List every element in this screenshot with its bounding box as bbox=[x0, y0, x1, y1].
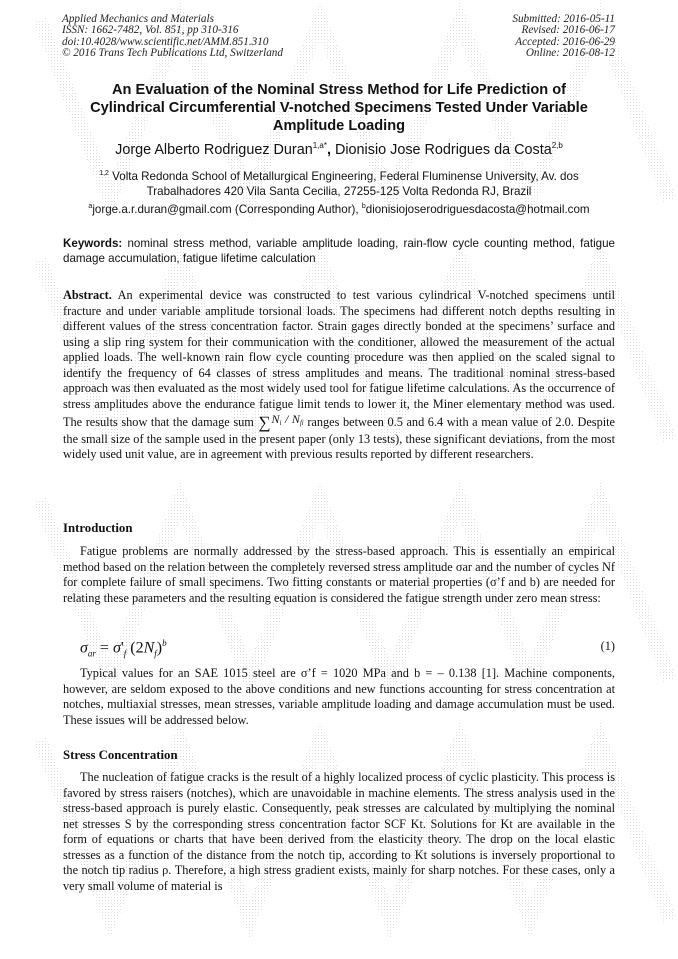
title-line: Amplitude Loading bbox=[272, 118, 406, 134]
affiliation-superscript: 1,2 bbox=[99, 170, 109, 177]
eq-sub: ar bbox=[87, 648, 96, 659]
abstract-text: ranges between 0.5 and 6.4 with a mean value of 2.0. Despite the small size of the sample used in the present paper (only 13 tests), these significant deviations, from the most widely used unit value, are in agreement with previous results reported by different researchers. bbox=[63, 415, 616, 462]
affiliation bbox=[40, 166, 638, 199]
eq-prime: ' bbox=[120, 639, 124, 657]
eq-sub: f bbox=[123, 648, 127, 659]
keywords bbox=[63, 237, 615, 266]
author-emails bbox=[20, 203, 658, 216]
eq-sigma: σ bbox=[112, 639, 121, 657]
keywords-label: Keywords: bbox=[63, 237, 123, 250]
author-name: Dionisio Jose Rodrigues da Costa bbox=[334, 142, 552, 158]
sum-denominator: N bbox=[291, 412, 300, 427]
date-submitted: Submitted: 2016-05-11 bbox=[512, 13, 615, 25]
author-superscript: 1,a* bbox=[312, 141, 327, 150]
journal-copyright: © 2016 Trans Tech Publications Ltd, Switzerland bbox=[62, 47, 283, 60]
affiliation-line: Volta Redonda School of Metallurgical Engineering, Federal Fluminense University, Av. dos bbox=[108, 170, 579, 183]
affiliation-line: Trabalhadores 420 Vila Santa Cecilia, 27255-125 Volta Redonda RJ, Brazil bbox=[146, 185, 532, 198]
introduction-paragraph-2: Typical values for an SAE 1015 steel are σ’f = 1020 MPa and b = – 0.138 [1]. Machine components, however, are seldom exposed to the above conditions and new functions accounting for stress concentration at notches, multiaxial stresses, mean stresses, variable amplitude loading and damage accumulation must be used. These issues will be addressed below. bbox=[63, 666, 615, 727]
date-accepted: Accepted: 2016-06-29 bbox=[515, 35, 615, 48]
section-heading-introduction: Introduction bbox=[63, 521, 133, 535]
abstract-text: An experimental device was constructed to test various cylindrical V-notched specimens until fracture and under variable amplitude torsional loads. The specimens had different notch depths resulting in different values of the stress concentration factor. Strain gages directly bonded at the specimens’ surface and using a slip ring system for their communication with the conditioner, allowed the measurement of the actual applied loads. The well-known rain flow cycle counting procedure was then applied on the scaled signal to identify the frequency of 64 classes of stress amplitudes and means. The traditional nominal stress-based approach was then evaluated as the most widely used tool for fatigue lifetime calculations. As the occurrence of stress amplitudes above the endurance fatigue limit tends to lower it, the Miner elementary method was used. The results show that the damage sum bbox=[63, 288, 615, 430]
eq-n: N bbox=[143, 639, 155, 657]
date-online: Online: 2016-08-12 bbox=[525, 47, 615, 60]
sum-denominator-sub: fi bbox=[299, 419, 304, 428]
email-b[interactable]: dionisiojoserodriguesdacosta@hotmail.com bbox=[365, 203, 590, 216]
eq-paren: (2 bbox=[126, 639, 144, 657]
eq-equals: = bbox=[95, 639, 113, 657]
introduction-paragraph-1: Fatigue problems are normally addressed by the stress-based approach. This is essentially an empirical method based on the relation between the completely reversed stress amplitude σar and the number of cycles Nf for complete failure of small specimens. Two fitting constants or material properties (σ’f and b) are needed for relating these parameters and the resulting equation is considered the fatigue strength under zero mean stress: bbox=[63, 544, 615, 605]
sum-numerator-sub: i bbox=[279, 419, 282, 428]
abstract-label: Abstract. bbox=[63, 288, 112, 302]
journal-doi: doi:10.4028/www.scientific.net/AMM.851.310 bbox=[62, 35, 269, 48]
eq-paren: ) bbox=[156, 639, 163, 657]
journal-name: Applied Mechanics and Materials bbox=[62, 13, 214, 25]
dates-header bbox=[512, 14, 615, 60]
eq-exponent: b bbox=[162, 638, 167, 648]
sum-slash: / bbox=[281, 412, 292, 427]
email-a[interactable]: jorge.a.r.duran@gmail.com (Corresponding Author), bbox=[92, 203, 362, 216]
date-revised: Revised: 2016-06-17 bbox=[521, 24, 615, 37]
author-list bbox=[20, 141, 658, 158]
keywords-text: nominal stress method, variable amplitude loading, rain-flow cycle counting method, fatigue damage accumulation, fatigue lifetime calculation bbox=[63, 237, 615, 265]
title-line: Cylindrical Circumferential V-notched Specimens Tested Under Variable bbox=[90, 100, 588, 116]
journal-header bbox=[62, 14, 283, 60]
summation-symbol: ∑ bbox=[258, 413, 271, 433]
paper-title bbox=[40, 81, 638, 135]
equation-number: (1) bbox=[600, 639, 615, 653]
author-separator: , bbox=[326, 142, 335, 158]
email-superscript: b bbox=[361, 203, 366, 210]
equation-1 bbox=[80, 638, 615, 658]
abstract bbox=[63, 288, 615, 463]
email-superscript: a bbox=[88, 203, 93, 210]
author-superscript: 2,b bbox=[551, 141, 563, 150]
stress-concentration-paragraph-1: The nucleation of fatigue cracks is the result of a highly localized process of cyclic plasticity. This process is favored by stress raisers (notches), which are unavoidable in machine elements. The stress analysis used in the stress-based approach is purely elastic. Consequently, peak stresses are calculated by multiplying the nominal net stresses S by the corresponding stress concentration factor SCF Kt. Solutions for Kt are available in the form of equations or charts that have been derived from the elasticity theory. The drop on the local elastic stresses as a function of the distance from the notch tip, according to Kt solutions is inversely proportional to the notch tip radius ρ. Therefore, a high stress gradient exists, mainly for sharp notches. For these cases, only a very small volume of material is bbox=[63, 770, 615, 893]
author-name: Jorge Alberto Rodriguez Duran bbox=[115, 142, 313, 158]
eq-sub: f bbox=[154, 648, 157, 659]
sum-numerator: N bbox=[271, 412, 280, 427]
title-line: An Evaluation of the Nominal Stress Method for Life Prediction of bbox=[111, 82, 567, 98]
journal-issn: ISSN: 1662-7482, Vol. 851, pp 310-316 bbox=[62, 24, 239, 37]
eq-sigma: σ bbox=[80, 639, 88, 657]
section-heading-stress-concentration: Stress Concentration bbox=[63, 748, 178, 762]
damage-sum-expression bbox=[272, 412, 304, 426]
